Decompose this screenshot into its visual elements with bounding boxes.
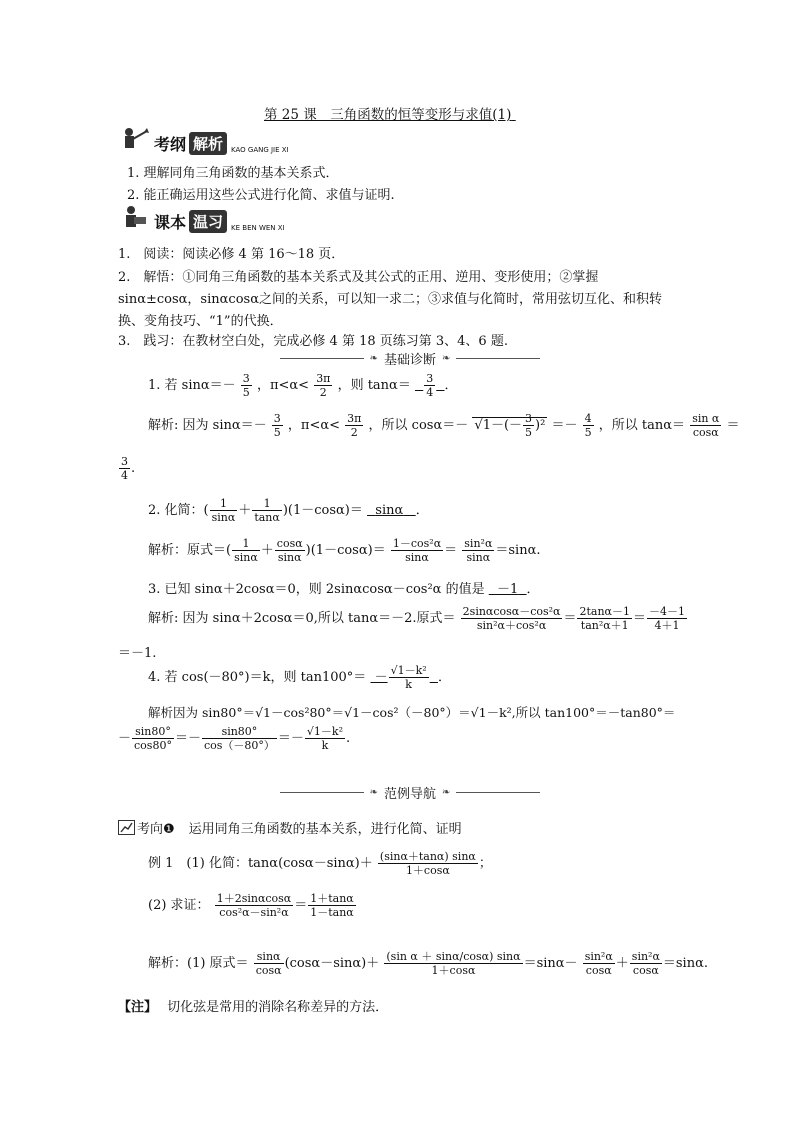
note-label: 【注】 <box>118 1000 158 1015</box>
student-pointing-icon <box>120 125 150 155</box>
s1-text-e: ＝－ <box>551 418 578 433</box>
solution-3: 解析: 因为 sinα＋2cosα＝0,所以 tanα＝－2.原式＝ $\frac{\text{2sinαcosα－cos²α}}{\text{sin²α＋cos²α}}$ ＝ $\frac{2\tan\alpha-1}{\text{tan²α＋1}}$ ＝ $\frac{-4-1}{4+1}$ <box>148 605 685 632</box>
fraction <box>391 537 443 564</box>
s1-text-b: ，π<α< <box>287 418 341 433</box>
numerator: cosα <box>276 537 303 550</box>
fraction <box>215 892 294 919</box>
fraction <box>202 725 277 752</box>
banner-word2: 温习 <box>189 210 227 233</box>
numerator: √1－k² <box>390 664 427 677</box>
denominator: tanα <box>254 511 280 524</box>
fraction <box>690 412 721 439</box>
fraction <box>647 605 687 632</box>
ornament-icon: ❧ <box>442 353 451 364</box>
denominator: sinα <box>234 551 258 564</box>
ornament-icon: ❧ <box>369 353 378 364</box>
numerator: 3 <box>273 412 281 425</box>
fraction <box>241 372 252 399</box>
fraction <box>308 892 356 919</box>
keben-line-2: 2. 解悟：①同角三角函数的基本关系式及其公式的正用、逆用、变形使用；②掌握 <box>118 270 599 285</box>
answer-blank <box>367 503 416 518</box>
s1-text-c: ，所以 cosα＝－ <box>368 418 469 433</box>
answer-blank <box>489 582 527 597</box>
kaogang-item-2: 2. 能正确运用这些公式进行化简、求值与证明. <box>127 188 395 203</box>
example-1-solution: 解析：(1) 原式＝ $\frac{\sin\alpha}{\cos\alpha}$ (cosα－sinα)＋ $\frac{\text{(sin α ＋ sinα/cosα) sinα}}{1+\cos\alpha}$ ＝sinα－ $\frac{\text{sin²α}}{\cos\alpha}$ ＋ $\frac{\text{sin²α}}{\cos\alpha}$ ＝sinα. <box>148 950 709 977</box>
numerator: －4－1 <box>649 605 685 618</box>
period: ． <box>526 582 540 597</box>
q2-text-b: (1－cosα)＝ <box>287 503 363 518</box>
solution-2: 解析：原式＝( $\frac{1}{\sin\alpha}$ ＋ $\frac{\cos\alpha}{\sin\alpha}$ )(1－cosα)＝ $\frac{\text{1－cos²α}}{\sin\alpha}$ ＝ $\frac{\text{sin²α}}{\sin\alpha}$ ＝sinα. <box>148 537 541 564</box>
banner-word2: 解析 <box>189 132 227 155</box>
fraction <box>462 537 494 564</box>
divider-line <box>456 792 540 793</box>
numerator: sin80° <box>202 725 277 739</box>
numerator: (sinα＋tanα) sinα <box>379 850 476 863</box>
note-text: 切化弦是常用的消除名称差异的方法． <box>167 1000 389 1015</box>
denominator: cos²α－sin²α <box>219 906 289 919</box>
fraction <box>583 412 594 439</box>
keben-line-4: 换、变角技巧、“1”的代换． <box>118 314 283 329</box>
numerator: 2sinαcosα－cos²α <box>462 605 561 618</box>
numerator: 3π <box>316 372 331 385</box>
numerator: 1 <box>210 497 238 511</box>
q1-text-b: ，π<α< <box>256 378 310 393</box>
minus-sign: － <box>118 731 132 746</box>
semicolon: ； <box>478 856 492 871</box>
fraction <box>232 537 260 564</box>
s3-text-a: 解析: 因为 sinα＋2cosα＝0,所以 tanα＝－2.原式＝ <box>148 611 456 626</box>
keben-line-1: 1. 阅读：阅读必修 4 第 16～18 页． <box>118 247 345 262</box>
q1-text-a: 1. 若 sinα＝－ <box>148 378 236 393</box>
denominator: 5 <box>525 426 533 439</box>
numerator: sin α <box>692 412 720 425</box>
numerator: 1 <box>252 497 282 511</box>
fraction <box>461 605 563 632</box>
kaogang-item-1: 1. 理解同角三角函数的基本关系式． <box>127 166 339 181</box>
keben-line-3: sinα±cosα，sinαcosα之间的关系，可以知一求二；③求值与化简时，常用弦切互化、和积转 <box>118 292 662 307</box>
fraction <box>275 537 305 564</box>
banner-pinyin: KE BEN WEN XI <box>231 224 285 232</box>
kaoxiang-label: 考向❶ <box>137 822 175 837</box>
fraction <box>252 497 282 524</box>
numerator: (sin α ＋ sinα/cosα) sinα <box>386 950 521 963</box>
q2-text-a: 2. 化简： <box>148 503 204 518</box>
section-title: 范例导航 <box>383 787 436 802</box>
denominator: 1＋cosα <box>405 864 450 877</box>
divider-line <box>456 358 540 359</box>
divider-line <box>280 792 364 793</box>
numerator: 3 <box>121 455 128 468</box>
answer-blank: － $\frac{\text{√1－k²}}{k}$ <box>370 664 427 691</box>
page-title-text: 第 25 课 三角函数的恒等变形与求值(1) <box>264 107 512 123</box>
s1-text-f: ，所以 tanα＝ <box>598 418 686 433</box>
keben-line-5: 3. 践习：在教材空白处，完成必修 4 第 18 页练习第 3、4、6 题. <box>118 334 508 349</box>
numerator: 3 <box>426 372 434 385</box>
period: ． <box>415 503 429 518</box>
fraction <box>378 850 478 877</box>
numerator: 1＋tanα <box>310 892 354 905</box>
numerator: 2tanα－1 <box>579 605 630 618</box>
s2-text-d: ＝sinα. <box>495 543 541 558</box>
kaoxiang-text: 运用同角三角函数的基本关系，进行化简、证明 <box>188 822 462 837</box>
denominator: sinα <box>277 551 302 564</box>
section-divider-examples <box>280 783 540 802</box>
answer-blank <box>415 372 445 399</box>
answer: －1 <box>497 582 519 597</box>
denominator: tan²α＋1 <box>580 619 629 632</box>
page-title <box>258 103 550 123</box>
numerator: 1 <box>232 537 260 551</box>
denominator: 2 <box>350 426 358 439</box>
numerator: 1＋2sinαcosα <box>216 892 292 905</box>
section-divider-basic <box>280 349 540 368</box>
answer: sinα <box>375 503 404 518</box>
numerator: √1－k² <box>306 725 344 738</box>
fraction <box>119 455 130 482</box>
fraction <box>384 950 522 977</box>
q3-text: 3. 已知 sinα＋2cosα＝0，则 2sinαcosα－cos²α 的值是 <box>148 582 485 597</box>
solution-3-tail: ＝－1. <box>118 646 157 661</box>
question-4 <box>148 664 451 691</box>
numerator: 4 <box>584 412 592 425</box>
denominator: 5 <box>273 426 281 439</box>
s2-text-a: 解析：原式＝ <box>148 543 227 558</box>
ex1s-text-a: 解析：(1) 原式＝ <box>148 956 249 971</box>
keben-banner <box>120 203 285 233</box>
ex1-text: 例 1 (1) 化简：tanα(cosα－sinα)＋ <box>148 856 373 871</box>
sqrt-expr: √1－(－ $\frac{3}{5}$ )² <box>474 412 546 439</box>
ex1s-text-c: ＝sinα－ <box>523 956 578 971</box>
kaogang-banner <box>120 125 289 155</box>
q4-text: 4. 若 cos(－80°)＝k，则 tan100°＝ <box>148 670 367 685</box>
ex1s-text-b: (cosα－sinα)＋ <box>284 956 380 971</box>
ornament-icon: ❧ <box>369 787 378 798</box>
fraction <box>272 412 283 439</box>
denominator: sinα <box>211 511 236 524</box>
denominator: cos80° <box>134 739 172 752</box>
denominator: cos（－80°） <box>203 739 275 752</box>
s1-text-d: 1－ <box>482 418 504 433</box>
example-1-part-2: (2) 求证： $\frac{1+2\sin\alpha\cos\alpha}{\text{cos²α－sin²α}}$ ＝ $\frac{1+\tan\alpha}{1-\tan\alpha}$ <box>148 892 354 919</box>
s1-text-g: ＝ <box>726 418 740 433</box>
numerator: sin80° <box>132 725 174 739</box>
numerator: 3π <box>347 412 362 425</box>
banner-pinyin: KAO GANG JIE XI <box>231 146 289 154</box>
kaoxiang-heading <box>118 818 462 837</box>
numerator: sinα <box>254 950 284 964</box>
s1-text-a: 解析: 因为 sinα＝－ <box>148 418 267 433</box>
numerator: 3 <box>525 412 533 425</box>
fraction <box>132 725 174 752</box>
ornament-icon: ❧ <box>442 787 451 798</box>
solution-1 <box>148 412 740 439</box>
denominator: sin²α＋cos²α <box>476 619 547 632</box>
section-title: 基础诊断 <box>383 353 436 368</box>
denominator: 5 <box>242 386 250 399</box>
solution-4-line2: － $\frac{\sin 80^\circ}{\cos 80^\circ}$ ＝－ $\frac{\sin 80^\circ}{\cos(-80^\circ)}$ ＝－ $\frac{\text{√1－k²}}{k}$ . <box>118 725 351 752</box>
question-3 <box>148 578 540 597</box>
numerator: 1－cos²α <box>392 537 442 550</box>
ex1s-text-e: ＝sinα. <box>662 956 709 971</box>
q1-text-c: ，则 tanα＝ <box>337 378 411 393</box>
student-reading-icon <box>120 203 150 233</box>
note <box>118 996 388 1015</box>
denominator: 5 <box>584 426 592 439</box>
denominator: cosα <box>692 426 719 439</box>
question-2: 2. 化简：( $\frac{1}{\sin\alpha}$ ＋ $\frac{1}{\tan\alpha}$ )(1－cosα)＝ sinα ． <box>148 497 429 524</box>
denominator: cosα <box>632 964 659 977</box>
fraction <box>577 605 632 632</box>
denominator: 2 <box>319 386 327 399</box>
fraction <box>305 725 345 752</box>
numerator: sin²α <box>584 950 613 963</box>
example-1-part-1 <box>148 850 492 877</box>
numerator: 3 <box>242 372 250 385</box>
ex2-text: (2) 求证： <box>148 898 210 913</box>
denominator: 1－tanα <box>310 906 354 919</box>
fraction <box>254 950 284 977</box>
solution-1-tail: $\frac{3}{4}$ . <box>121 455 136 482</box>
numerator: sin²α <box>464 537 493 550</box>
denominator: k <box>321 739 329 752</box>
denominator: 4 <box>121 469 128 482</box>
denominator: 4＋1 <box>654 619 680 632</box>
fraction <box>345 412 363 439</box>
banner-word1: 课本 <box>154 213 187 232</box>
denominator: 4 <box>426 386 434 399</box>
denominator: cosα <box>255 964 282 977</box>
banner-word1: 考纲 <box>154 135 187 154</box>
solution-4: 解析因为 sin80°＝√1－cos²80°＝√1－cos²（－80°）＝√1－k²,所以 tan100°＝－tan80°＝ <box>148 705 676 720</box>
fraction <box>630 950 662 977</box>
denominator: sinα <box>466 551 491 564</box>
fraction <box>583 950 615 977</box>
fraction <box>314 372 332 399</box>
period: ． <box>437 670 451 685</box>
trend-arrow-icon <box>118 820 135 835</box>
divider-line <box>280 358 364 359</box>
s2-text-c: ＝ <box>444 543 458 558</box>
s2-text-b: (1－cosα)＝ <box>310 543 386 558</box>
denominator: k <box>405 678 412 691</box>
question-1: 1. 若 sinα＝－ $\frac{3}{5}$ ，π<α< $\frac{3\pi}{2}$ ，则 tanα＝ $\frac{3}{4}$ ． <box>148 372 458 399</box>
numerator: sin²α <box>631 950 660 963</box>
fraction <box>210 497 238 524</box>
denominator: sinα <box>405 551 429 564</box>
denominator: cosα <box>585 964 612 977</box>
denominator: 1＋cosα <box>431 964 476 977</box>
